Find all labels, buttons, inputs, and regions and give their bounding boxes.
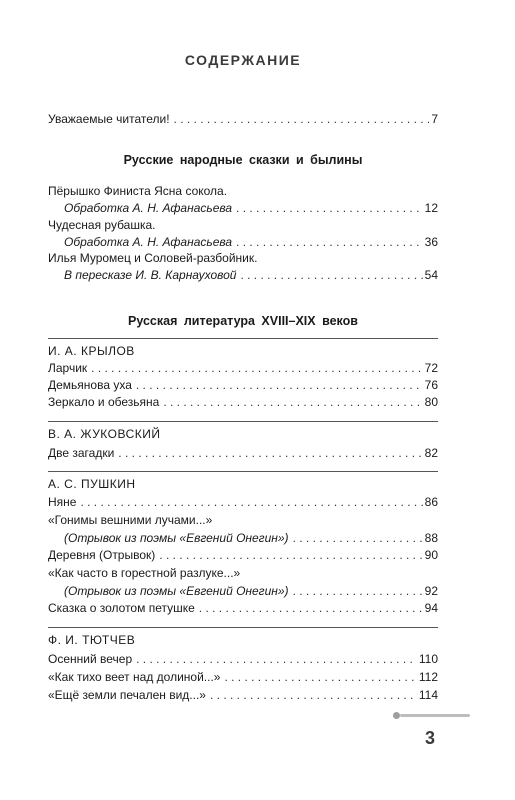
- toc-entry[interactable]: [48, 199, 438, 217]
- leader-dots: [236, 199, 423, 217]
- leader-dots: [163, 393, 422, 411]
- toc-entry-title[interactable]: Чудесная рубашка.: [48, 218, 156, 232]
- toc-entry[interactable]: [48, 668, 438, 686]
- leader-dots: [224, 668, 416, 686]
- toc-entry[interactable]: [48, 444, 438, 462]
- toc-entry-subtitle: Обработка А. Н. Афанасьева: [64, 235, 233, 249]
- toc-page-number: 114: [418, 688, 438, 702]
- author-name: И. А. КРЫЛОВ: [48, 344, 135, 358]
- toc-entry-title[interactable]: Пёрышко Финиста Ясна сокола.: [48, 184, 228, 198]
- toc-entry-title[interactable]: Илья Муромец и Соловей-разбойник.: [48, 251, 258, 265]
- toc-entry-title: «Ещё земли печален вид...»: [48, 688, 206, 702]
- divider: [48, 471, 438, 472]
- leader-dots: [240, 266, 422, 284]
- toc-page-number: 36: [424, 235, 438, 249]
- toc-page-number: 76: [424, 378, 438, 392]
- toc-entry[interactable]: [48, 599, 438, 617]
- toc-entry-title: Сказка о золотом петушке: [48, 601, 195, 615]
- toc-page-number: 88: [424, 531, 438, 545]
- footer-ornament-bar: [400, 714, 470, 717]
- toc-page-number: 7: [431, 112, 438, 126]
- page-number: 3: [425, 728, 436, 748]
- toc-entry-title: Деревня (Отрывок): [48, 548, 156, 562]
- toc-page-number: 82: [424, 446, 438, 460]
- toc-entry[interactable]: [48, 546, 438, 564]
- leader-dots: [210, 686, 417, 704]
- leader-dots: [91, 359, 422, 377]
- toc-entry[interactable]: [48, 359, 438, 377]
- toc-entry-subtitle: Обработка А. Н. Афанасьева: [64, 201, 233, 215]
- toc-page-number: 86: [424, 495, 438, 509]
- leader-dots: [199, 599, 423, 617]
- toc-entry-title: Зеркало и обезьяна: [48, 395, 160, 409]
- toc-entry-intro[interactable]: [48, 110, 438, 128]
- toc-entry-title: Две загадки: [48, 446, 115, 460]
- toc-entry[interactable]: [48, 650, 438, 668]
- author-name: В. А. ЖУКОВСКИЙ: [48, 427, 161, 441]
- toc-page-number: 112: [418, 670, 438, 684]
- page-title: СОДЕРЖАНИЕ: [184, 52, 302, 68]
- toc-entry-title[interactable]: «Как часто в горестной разлуке...»: [48, 566, 241, 580]
- leader-dots: [293, 529, 423, 547]
- leader-dots: [159, 546, 422, 564]
- divider: [48, 338, 438, 339]
- toc-entry-subtitle: (Отрывок из поэмы «Евгений Онегин»): [64, 531, 289, 545]
- toc-page-number: 92: [424, 584, 438, 598]
- section-heading: Русская литература XVIII–XIX веков: [128, 314, 358, 328]
- toc-entry-title: «Как тихо веет над долиной...»: [48, 670, 221, 684]
- toc-entry-title: Ларчик: [48, 361, 88, 375]
- toc-entry[interactable]: [48, 686, 438, 704]
- toc-page-number: 110: [418, 652, 438, 666]
- toc-page-number: 90: [424, 548, 438, 562]
- divider: [48, 627, 438, 628]
- toc-entry[interactable]: [48, 266, 438, 284]
- divider: [48, 421, 438, 422]
- section-heading: Русские народные сказки и былины: [123, 153, 363, 167]
- toc-page-number: 12: [424, 201, 438, 215]
- leader-dots: [293, 582, 423, 600]
- toc-page-number: 72: [424, 361, 438, 375]
- toc-entry[interactable]: [48, 493, 438, 511]
- author-name: А. С. ПУШКИН: [48, 477, 136, 491]
- toc-entry[interactable]: [48, 529, 438, 547]
- author-name: Ф. И. ТЮТЧЕВ: [48, 633, 136, 647]
- leader-dots: [118, 444, 422, 462]
- toc-page-number: 94: [424, 601, 438, 615]
- toc-entry-subtitle: (Отрывок из поэмы «Евгений Онегин»): [64, 584, 289, 598]
- leader-dots: [136, 376, 423, 394]
- toc-entry-title: Осенний вечер: [48, 652, 133, 666]
- toc-entry-title: Демьянова уха: [48, 378, 132, 392]
- toc-page-number: 54: [424, 268, 438, 282]
- leader-dots: [136, 650, 417, 668]
- toc-entry[interactable]: [48, 376, 438, 394]
- toc-entry-title: Няне: [48, 495, 77, 509]
- toc-entry-title[interactable]: «Гонимы вешними лучами...»: [48, 513, 213, 527]
- toc-entry[interactable]: [48, 393, 438, 411]
- leader-dots: [80, 493, 422, 511]
- toc-entry[interactable]: [48, 582, 438, 600]
- toc-page-number: 80: [424, 395, 438, 409]
- toc-entry-title: Уважаемые читатели!: [48, 112, 170, 126]
- footer-ornament-dot: [393, 712, 400, 719]
- toc-entry-subtitle: В пересказе И. В. Карнауховой: [64, 268, 237, 282]
- leader-dots: [174, 110, 430, 128]
